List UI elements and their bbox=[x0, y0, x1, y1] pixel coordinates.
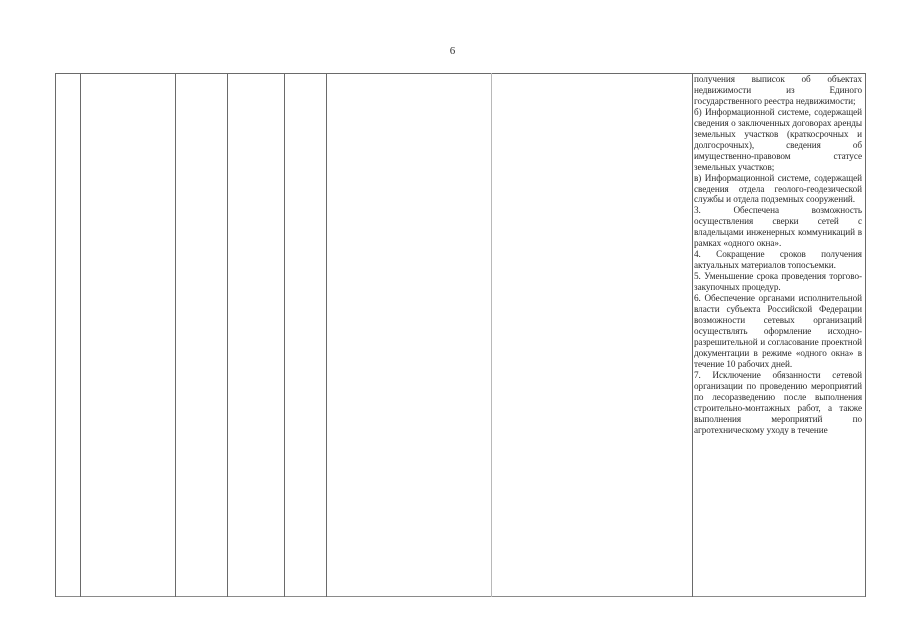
column-divider-2 bbox=[175, 73, 176, 597]
cell-paragraph-1: получения выписок об объектах недвижимости из Единого государственного реестра недвижимости; bbox=[694, 74, 862, 106]
column-divider-5 bbox=[326, 73, 327, 597]
column-divider-1 bbox=[80, 73, 81, 597]
page-number: 6 bbox=[449, 45, 456, 57]
cell-paragraph-8: 7. Исключение обязанности сетевой организации по проведению мероприятий по лесоразведению после выполнения строительно-монтажных работ, а также выполнения мероприятий по агротехническому уходу в течение bbox=[694, 369, 862, 435]
cell-paragraph-4: 3. Обеспечена возможность осуществления сверки сетей с владельцами инженерных коммуникаций в рамках «одного окна». bbox=[694, 205, 862, 249]
cell-paragraph-5: 4. Сокращение сроков получения актуальных материалов топосъемки. bbox=[694, 249, 862, 271]
document-table bbox=[55, 73, 866, 597]
table-left-border bbox=[55, 73, 56, 597]
last-column-cell bbox=[694, 74, 862, 596]
column-divider-6 bbox=[491, 73, 492, 597]
table-right-border bbox=[865, 73, 866, 597]
cell-paragraph-3: в) Информационной системе, содержащей сведения отдела геолого-геодезической службы и отдела подземных сооружений. bbox=[694, 172, 862, 205]
cell-paragraph-7: 6. Обеспечение органами исполнительной власти субъекта Российской Федерации возможности сетевых организаций осуществлять оформление исходно-разрешительной и согласование проектной документации в режиме «одного окна» в течение 10 рабочих дней. bbox=[694, 293, 862, 369]
column-divider-4 bbox=[284, 73, 285, 597]
table-bottom-border bbox=[55, 596, 866, 597]
column-divider-7 bbox=[692, 73, 693, 597]
column-divider-3 bbox=[227, 73, 228, 597]
cell-paragraph-6: 5. Уменьшение срока проведения торгово-закупочных процедур. bbox=[694, 271, 862, 293]
cell-paragraph-2: б) Информационной системе, содержащей сведения о заключенных договорах аренды земельных участков (краткосрочных и долгосрочных), сведения об имущественно-правовом статусе земельных участков; bbox=[694, 106, 862, 172]
